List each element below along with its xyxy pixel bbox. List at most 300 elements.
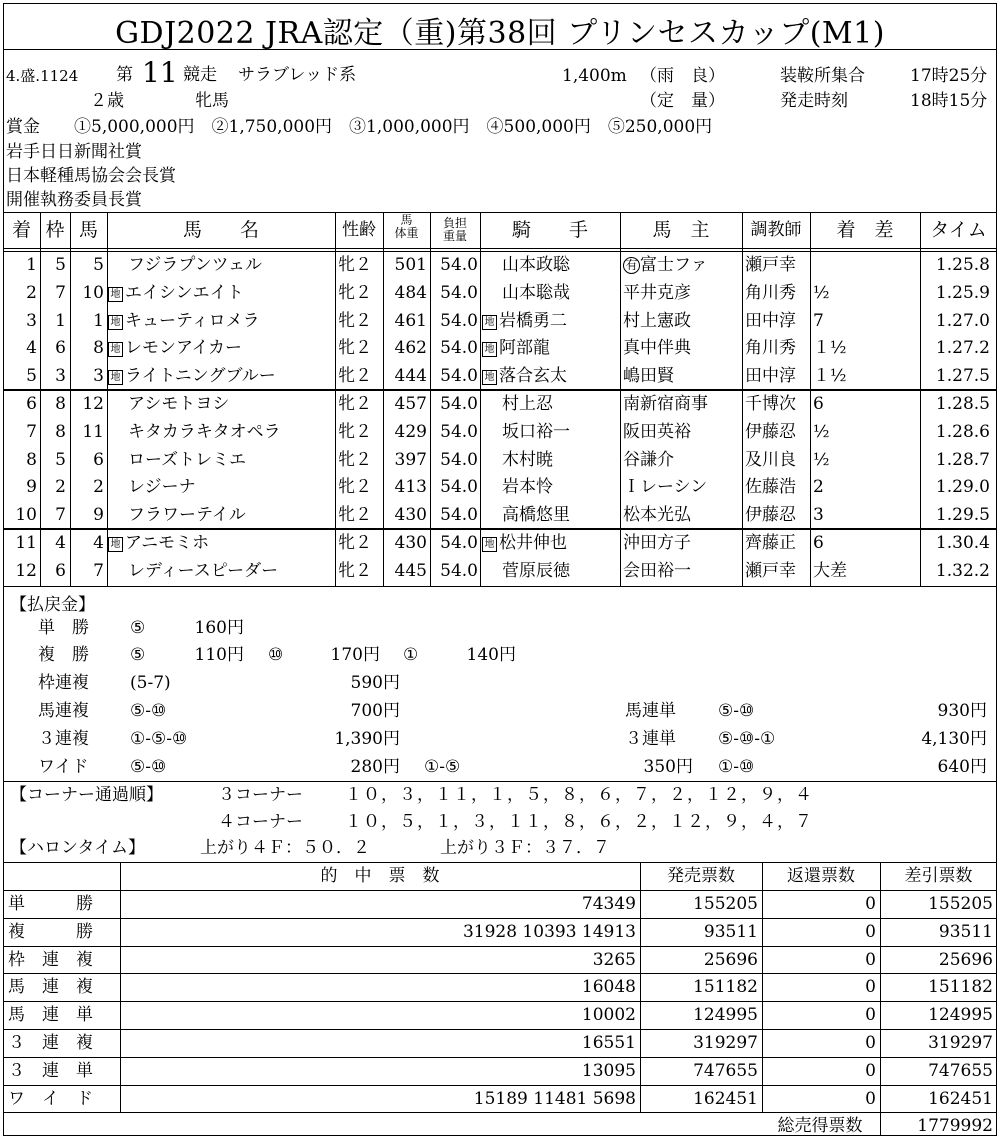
horse-name: ローズトレミエ — [128, 450, 247, 470]
fukusho-amount-3: 140円 — [466, 645, 516, 665]
place-cell: 2 — [26, 283, 37, 303]
jockey-cell — [482, 479, 618, 496]
margin-cell: 大差 — [813, 561, 847, 581]
horse-name: フジラプンツェル — [128, 255, 262, 275]
margin-cell: １½ — [813, 366, 847, 386]
margin-cell: ½ — [813, 422, 830, 442]
horse-number-cell: 1 — [93, 311, 104, 331]
burden-cell: 54.0 — [440, 366, 478, 386]
frame-cell: 3 — [55, 366, 66, 386]
owner-name: Ｉレーシン — [623, 477, 708, 497]
votes-header-refund: 返還票数 — [787, 866, 855, 886]
margin-cell: 6 — [813, 533, 824, 553]
sexage-cell: 牝２ — [338, 255, 372, 275]
margin-cell: 6 — [813, 394, 824, 414]
last-3f: 上がり３Ｆ：３７．７ — [440, 838, 610, 858]
corners-title: 【コーナー通過順】 — [10, 785, 163, 805]
jockey-cell — [482, 313, 618, 330]
time-cell: 1.27.5 — [935, 366, 990, 386]
award-1: 岩手日日新聞社賞 — [6, 142, 142, 162]
place-cell: 11 — [15, 533, 37, 553]
horse-name-cell — [108, 424, 334, 441]
sex-condition: 牝馬 — [195, 91, 229, 111]
refund-count-cell: 0 — [865, 894, 876, 914]
net-count-cell: 319297 — [928, 1033, 993, 1053]
fukusho-amount-1: 110円 — [194, 645, 244, 665]
frame-cell: 8 — [55, 422, 66, 442]
place-cell: 9 — [26, 477, 37, 497]
jockey-name: 松井伸也 — [499, 533, 567, 553]
owner-cell — [623, 285, 741, 302]
sexage-cell: 牝２ — [338, 505, 372, 525]
col-header-weight-top: 馬 — [400, 213, 413, 227]
votes-header-sold: 発売票数 — [667, 866, 735, 886]
trainer-cell: 齊藤正 — [745, 533, 796, 553]
umaren-amount: 700円 — [350, 701, 400, 721]
horse-name-cell — [108, 396, 334, 413]
wide-amount-1: 280円 — [350, 757, 400, 777]
owner-cell — [623, 535, 741, 552]
time-cell: 1.30.4 — [935, 533, 990, 553]
trainer-cell: 瀬戸幸 — [745, 255, 796, 275]
owner-name: 松本光弘 — [623, 505, 691, 525]
frame-cell: 8 — [55, 394, 66, 414]
owner-name: 嶋田賢 — [623, 366, 674, 386]
votes-body-bottom — [3, 1112, 997, 1113]
votes-row-divider — [3, 1001, 997, 1002]
time-cell: 1.29.5 — [935, 505, 990, 525]
horse-number-cell: 2 — [93, 477, 104, 497]
corner-3-label: ３コーナー — [218, 785, 303, 805]
local-jockey-mark: 地 — [482, 370, 497, 385]
horse-name-cell — [108, 257, 334, 274]
votes-header-net: 差引票数 — [904, 866, 973, 886]
burden-cell: 54.0 — [440, 422, 478, 442]
net-count-cell: 93511 — [938, 922, 993, 942]
weight-cell: 462 — [394, 338, 427, 358]
wakuren-label: 枠連複 — [38, 673, 89, 693]
bet-type-cell: 複 勝 — [8, 922, 93, 942]
fukusho-label: 複 勝 — [38, 645, 89, 665]
col-header-margin: 着 差 — [836, 219, 894, 241]
meeting-code: 4.盛.1124 — [6, 67, 79, 85]
sanrenpuku-combo: ①-⑤-⑩ — [130, 729, 188, 749]
votes-top-border — [3, 862, 997, 863]
horse-number-cell: 5 — [93, 255, 104, 275]
local-horse-mark: 地 — [108, 370, 123, 385]
burden-cell: 54.0 — [440, 394, 478, 414]
corner-4-label: ４コーナー — [218, 812, 303, 832]
weight-cell: 445 — [394, 561, 427, 581]
sanrentan-label: ３連単 — [625, 729, 676, 749]
fukusho-amount-2: 170円 — [330, 645, 380, 665]
local-horse-mark: 地 — [108, 315, 123, 330]
horse-number-cell: 6 — [93, 450, 104, 470]
horse-name: レディースピーダー — [128, 561, 279, 581]
horse-name-cell — [108, 507, 334, 524]
sold-count-cell: 155205 — [693, 894, 758, 914]
umaren-label: 馬連複 — [38, 701, 89, 721]
votes-row-divider — [3, 946, 997, 947]
trainer-cell: 田中淳 — [745, 366, 796, 386]
horse-name-cell — [108, 452, 334, 469]
tansho-amount: 160円 — [194, 618, 244, 638]
place-cell: 3 — [26, 311, 37, 331]
margin-cell: ½ — [813, 450, 830, 470]
jockey-name: 村上忍 — [502, 394, 553, 414]
margin-cell: １½ — [813, 338, 847, 358]
burden-cell: 54.0 — [440, 450, 478, 470]
horse-number-cell: 9 — [93, 505, 104, 525]
sexage-cell: 牝２ — [338, 477, 372, 497]
col-header-frame: 枠 — [45, 219, 65, 241]
jockey-name: 岩本怜 — [502, 477, 553, 497]
bet-type-cell: 単 勝 — [8, 894, 93, 914]
horse-name: ライトニングブルー — [125, 366, 276, 386]
umatan-label: 馬連単 — [625, 701, 676, 721]
bet-type-cell: ワ イ ド — [8, 1089, 93, 1109]
horse-number-cell: 4 — [93, 533, 104, 553]
bet-type-cell: ３ 連 複 — [8, 1033, 93, 1053]
local-jockey-mark: 地 — [482, 537, 497, 552]
hit-count-cell: 16551 — [581, 1033, 636, 1053]
results-group-divider — [3, 528, 997, 530]
gather-label: 装鞍所集合 — [780, 66, 865, 86]
burden-cell: 54.0 — [440, 311, 478, 331]
burden-cell: 54.0 — [440, 561, 478, 581]
hit-count-cell: 3265 — [592, 950, 636, 970]
place-cell: 7 — [26, 422, 37, 442]
place-cell: 6 — [26, 394, 37, 414]
local-horse-mark: 地 — [108, 342, 123, 357]
corner-4-order: １０，５，１，３，１１，８，６，２，１２，９，４，７ — [345, 812, 813, 832]
col-header-trainer: 調教師 — [750, 220, 802, 240]
col-header-jockey: 騎 手 — [511, 219, 588, 241]
col-header-weight-bottom: 体重 — [394, 226, 419, 240]
wide-amount-3: 640円 — [937, 757, 987, 777]
results-header-divider-2 — [3, 251, 997, 252]
horse-name: レモンアイカー — [125, 338, 242, 358]
votes-row-divider — [3, 1085, 997, 1086]
horse-number-cell: 10 — [82, 283, 104, 303]
jockey-cell — [482, 396, 618, 413]
hit-count-cell: 13095 — [581, 1061, 636, 1081]
sexage-cell: 牝２ — [338, 338, 372, 358]
burden-cell: 54.0 — [440, 255, 478, 275]
award-2: 日本軽種馬協会会長賞 — [6, 166, 176, 186]
owner-cell — [623, 313, 741, 330]
jockey-name: 落合玄太 — [499, 366, 567, 386]
owner-cell — [623, 424, 741, 441]
jockey-cell — [482, 452, 618, 469]
place-cell: 1 — [26, 255, 37, 275]
net-count-cell: 25696 — [938, 950, 993, 970]
col-header-name: 馬 名 — [182, 219, 259, 241]
race-number: 11 — [142, 56, 178, 89]
owner-name: 谷謙介 — [623, 450, 674, 470]
sexage-cell: 牝２ — [338, 422, 372, 442]
jockey-name: 高橋悠里 — [502, 505, 570, 525]
votes-row-divider — [3, 918, 997, 919]
tansho-combo: ⑤ — [130, 618, 146, 638]
frame-cell: 4 — [55, 533, 66, 553]
place-cell: 8 — [26, 450, 37, 470]
weight-cell: 430 — [394, 505, 427, 525]
owner-cell — [623, 396, 741, 413]
jockey-name: 山本政聡 — [502, 255, 570, 275]
time-cell: 1.27.0 — [935, 311, 990, 331]
jockey-cell — [482, 368, 618, 385]
sold-count-cell: 747655 — [693, 1061, 758, 1081]
jockey-name: 坂口裕一 — [502, 422, 570, 442]
total-sales-value: 1779992 — [917, 1116, 993, 1136]
owner-name: 会田裕一 — [623, 561, 691, 581]
col-header-time: タイム — [930, 219, 987, 241]
race-prefix: 第 — [116, 65, 133, 85]
frame-cell: 7 — [55, 283, 66, 303]
sanrenpuku-amount: 1,390円 — [334, 729, 400, 749]
margin-cell: 3 — [813, 505, 824, 525]
burden-cell: 54.0 — [440, 338, 478, 358]
trainer-cell: 伊藤忍 — [745, 505, 796, 525]
frame-cell: 6 — [55, 561, 66, 581]
frame-cell: 5 — [55, 255, 66, 275]
company-mark-icon: 有 — [623, 257, 640, 274]
horse-number-cell: 11 — [82, 422, 104, 442]
horse-name-cell — [108, 285, 334, 302]
burden-cell: 54.0 — [440, 477, 478, 497]
place-cell: 5 — [26, 366, 37, 386]
net-count-cell: 155205 — [928, 894, 993, 914]
sexage-cell: 牝２ — [338, 311, 372, 331]
bet-type-cell: ３ 連 単 — [8, 1061, 93, 1081]
age-condition: ２歳 — [90, 91, 124, 111]
fukusho-combo-1: ⑤ — [130, 645, 146, 665]
weight-cell: 461 — [394, 311, 427, 331]
sanrenpuku-label: ３連複 — [38, 729, 89, 749]
furlong-title: 【ハロンタイム】 — [10, 838, 145, 858]
votes-row-divider — [3, 1057, 997, 1058]
bet-type-cell: 馬 連 複 — [8, 977, 93, 997]
votes-row-divider — [3, 1029, 997, 1030]
weight-cell: 430 — [394, 533, 427, 553]
hit-count-cell: 10002 — [581, 1005, 636, 1025]
wide-amount-2: 350円 — [643, 757, 693, 777]
sanrentan-amount: 4,130円 — [921, 729, 987, 749]
start-label: 発走時刻 — [780, 91, 848, 111]
refund-count-cell: 0 — [865, 1089, 876, 1109]
horse-name-cell — [108, 368, 334, 385]
owner-cell — [623, 479, 741, 496]
weight-cell: 413 — [394, 477, 427, 497]
breed: サラブレッド系 — [238, 65, 357, 85]
sexage-cell: 牝２ — [338, 366, 372, 386]
umatan-amount: 930円 — [937, 701, 987, 721]
refund-count-cell: 0 — [865, 1061, 876, 1081]
time-cell: 1.25.8 — [935, 255, 990, 275]
jockey-name: 山本聡哉 — [502, 283, 570, 303]
frame-cell: 1 — [55, 311, 66, 331]
title-divider — [3, 49, 997, 50]
col-header-burden — [430, 217, 480, 243]
wakuren-combo: (5-7) — [130, 673, 171, 693]
trainer-cell: 及川良 — [745, 450, 796, 470]
col-header-place: 着 — [11, 219, 31, 241]
hit-count-cell: 74349 — [581, 894, 636, 914]
results-header-divider — [3, 248, 997, 249]
time-cell: 1.28.7 — [935, 450, 990, 470]
trainer-cell: 角川秀 — [745, 338, 796, 358]
wide-combo-3: ①-⑩ — [718, 757, 755, 777]
umatan-combo: ⑤-⑩ — [718, 701, 755, 721]
time-cell: 1.27.2 — [935, 338, 990, 358]
sold-count-cell: 25696 — [703, 950, 758, 970]
trainer-cell: 千博次 — [745, 394, 796, 414]
owner-name: 沖田方子 — [623, 533, 691, 553]
weight-cell: 397 — [394, 450, 427, 470]
race-suffix: 競走 — [183, 65, 217, 85]
jockey-name: 岩橋勇二 — [499, 311, 567, 331]
horse-name-cell — [108, 535, 334, 552]
time-cell: 1.29.0 — [935, 477, 990, 497]
margin-cell: 7 — [813, 311, 824, 331]
prize-money: 賞金 ①5,000,000円 ②1,750,000円 ③1,000,000円 ④500,000円 ⑤250,000円 — [6, 117, 713, 137]
time-cell: 1.28.6 — [935, 422, 990, 442]
owner-cell — [623, 563, 741, 580]
frame-cell: 5 — [55, 450, 66, 470]
local-jockey-mark: 地 — [482, 315, 497, 330]
col-header-number: 馬 — [78, 219, 98, 241]
weight-rule: （定 量） — [640, 91, 725, 111]
local-jockey-mark: 地 — [482, 342, 497, 357]
jockey-cell — [482, 285, 618, 302]
bet-type-cell: 馬 連 単 — [8, 1005, 93, 1025]
umaren-combo: ⑤-⑩ — [130, 701, 167, 721]
sexage-cell: 牝２ — [338, 450, 372, 470]
horse-name-cell — [108, 563, 334, 580]
frame-cell: 2 — [55, 477, 66, 497]
wakuren-amount: 590円 — [350, 673, 400, 693]
sold-count-cell: 319297 — [693, 1033, 758, 1053]
horse-name: フラワーテイル — [128, 505, 246, 525]
weight-cell: 429 — [394, 422, 427, 442]
refund-count-cell: 0 — [865, 1033, 876, 1053]
votes-header-hit: 的 中 票 数 — [320, 866, 440, 886]
tansho-label: 単 勝 — [38, 618, 89, 638]
col-header-owner: 馬 主 — [652, 219, 710, 241]
local-horse-mark: 地 — [108, 287, 123, 302]
weight-cell: 501 — [394, 255, 427, 275]
refund-count-cell: 0 — [865, 1005, 876, 1025]
horse-name: エイシンエイト — [125, 283, 244, 303]
sold-count-cell: 151182 — [693, 977, 758, 997]
fukusho-combo-2: ⑩ — [268, 645, 284, 665]
horse-name: キタカラキタオペラ — [128, 422, 281, 442]
sexage-cell: 牝２ — [338, 394, 372, 414]
horse-name-cell — [108, 479, 334, 496]
jockey-name: 菅原辰徳 — [502, 561, 570, 581]
burden-cell: 54.0 — [440, 533, 478, 553]
votes-row-divider — [3, 973, 997, 974]
horse-number-cell: 7 — [93, 561, 104, 581]
col-header-weight — [383, 214, 430, 240]
owner-cell — [623, 452, 741, 469]
sexage-cell: 牝２ — [338, 533, 372, 553]
track-condition: （雨 良） — [640, 66, 725, 86]
award-3: 開催執務委員長賞 — [6, 190, 142, 210]
hit-count-cell: 15189 11481 5698 — [473, 1089, 636, 1109]
start-time: 18時15分 — [910, 91, 988, 111]
time-cell: 1.28.5 — [935, 394, 990, 414]
owner-name: 平井克彦 — [623, 283, 691, 303]
jockey-cell — [482, 535, 618, 552]
jockey-name: 阿部龍 — [499, 338, 550, 358]
horse-name: アシモトヨシ — [128, 394, 230, 414]
refund-count-cell: 0 — [865, 950, 876, 970]
frame-cell: 6 — [55, 338, 66, 358]
gather-time: 17時25分 — [910, 66, 988, 86]
hit-count-cell: 16048 — [581, 977, 636, 997]
net-count-cell: 124995 — [928, 1005, 993, 1025]
refund-count-cell: 0 — [865, 922, 876, 942]
net-count-cell: 747655 — [928, 1061, 993, 1081]
votes-header-divider — [3, 890, 997, 891]
jockey-cell — [482, 340, 618, 357]
weight-cell: 444 — [394, 366, 427, 386]
jockey-cell — [482, 257, 618, 274]
horse-name-cell — [108, 340, 334, 357]
jockey-cell — [482, 563, 618, 580]
corner-3-order: １０，３，１１，１，５，８，６，７，２，１２，９，４ — [345, 785, 813, 805]
horse-name: アニモミホ — [125, 533, 210, 553]
place-cell: 10 — [15, 505, 37, 525]
hit-count-cell: 31928 10393 14913 — [462, 922, 636, 942]
sexage-cell: 牝２ — [338, 561, 372, 581]
net-count-cell: 151182 — [928, 977, 993, 997]
payout-title: 【払戻金】 — [10, 595, 95, 615]
weight-cell: 484 — [394, 283, 427, 303]
trainer-cell: 伊藤忍 — [745, 422, 796, 442]
results-group-divider — [3, 389, 997, 391]
col-header-sexage: 性齢 — [342, 220, 376, 240]
frame-cell: 7 — [55, 505, 66, 525]
distance: 1,400m — [562, 66, 627, 86]
last-4f: 上がり４Ｆ：５０．２ — [200, 838, 370, 858]
owner-cell — [623, 340, 741, 357]
fukusho-combo-3: ① — [403, 645, 419, 665]
sold-count-cell: 124995 — [693, 1005, 758, 1025]
horse-number-cell: 3 — [93, 366, 104, 386]
place-cell: 12 — [15, 561, 37, 581]
total-sales-label: 総売得票数 — [777, 1116, 863, 1136]
results-bottom-border — [3, 586, 997, 587]
weight-cell: 457 — [394, 394, 427, 414]
sexage-cell: 牝２ — [338, 283, 372, 303]
owner-name: 阪田英裕 — [623, 422, 691, 442]
horse-name: レジーナ — [128, 477, 196, 497]
jockey-name: 木村暁 — [502, 450, 553, 470]
horse-number-cell: 8 — [93, 338, 104, 358]
owner-name: 南新宿商事 — [623, 394, 708, 414]
sold-count-cell: 162451 — [693, 1089, 758, 1109]
owner-name: 富士ファ — [640, 255, 708, 275]
page-title: GDJ2022 JRA認定（重)第38回 プリンセスカップ(M1) — [115, 16, 885, 51]
owner-cell — [623, 507, 741, 524]
place-cell: 4 — [26, 338, 37, 358]
net-count-cell: 162451 — [928, 1089, 993, 1109]
results-top-border — [3, 212, 997, 213]
wide-combo-1: ⑤-⑩ — [130, 757, 167, 777]
